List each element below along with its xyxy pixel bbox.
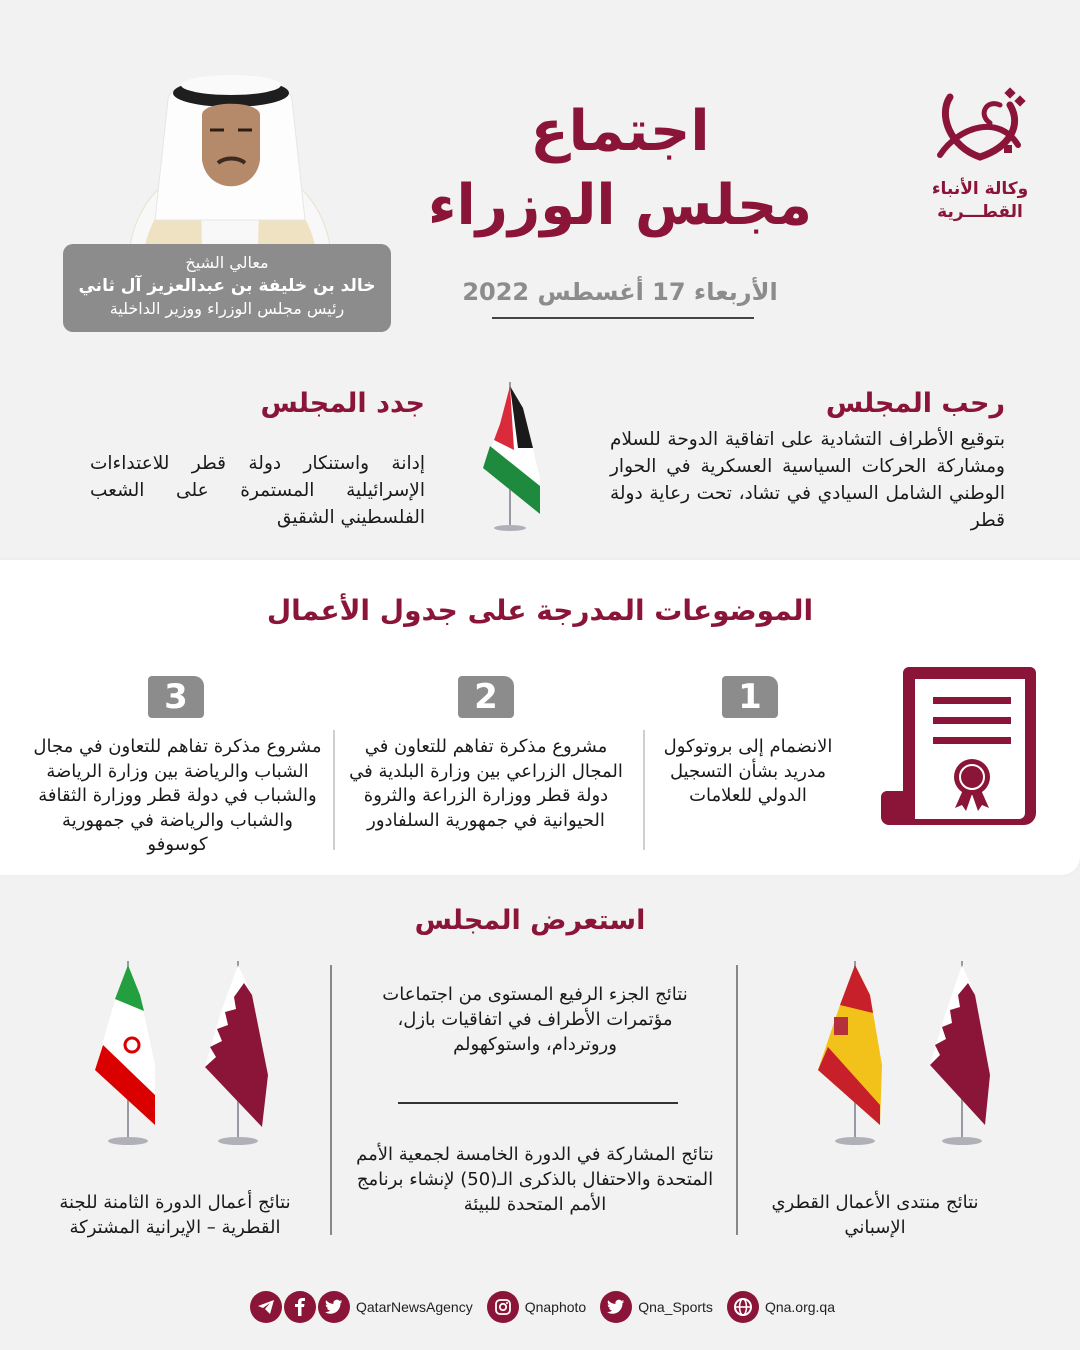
agenda-number-1: 1 [722,676,778,718]
review-divider-left [330,965,332,1235]
date-divider [492,317,754,319]
agenda-item-1: الانضمام إلى بروتوكول مدريد بشأن التسجيل الدولي للعلامات [663,736,833,806]
instagram-icon [487,1291,519,1323]
logo-text-line1: وكالة الأنباء [931,179,1029,199]
reviewed-heading: استعرض المجلس [414,905,646,936]
footer-website[interactable] [727,1291,835,1323]
qna-logo-icon [930,85,1030,177]
social-footer [250,1290,849,1324]
agenda-item-2: مشروع مذكرة تفاهم للتعاون في المجال الزراعي بين وزارة البلدية في دولة قطر ووزارة الزراعة والثروة الحيوانية في جمهورية السلفادور [349,736,623,831]
footer-label: QatarNewsAgency [356,1299,473,1315]
review-item-spain: نتائج منتدى الأعمال القطري الإسباني [771,1192,979,1238]
telegram-icon [250,1291,282,1323]
logo-text-line2: القطـــرية [937,202,1023,222]
palestine-flag [478,378,548,538]
agenda-divider [643,730,645,850]
caption-honorific: معالي الشيخ [185,253,269,272]
minister-caption [63,244,391,332]
footer-main-social[interactable] [250,1291,473,1323]
agenda-heading: الموضوعات المدرجة على جدول الأعمال [266,594,814,627]
renewed-heading: جدد المجلس [260,388,425,419]
review-item-unep: نتائج المشاركة في الدورة الخامسة لجمعية الأمم المتحدة والاحتفال بالذكرى الـ(50) لإنشاء برنامج الأمم المتحدة للبيئة [356,1144,714,1215]
review-item-conventions: نتائج الجزء الرفيع المستوى من اجتماعات مؤتمرات الأطراف في اتفاقيات بازل، وروتردام، واستوكهولم [382,984,688,1055]
agenda-number-3: 3 [148,676,204,718]
review-center-divider [398,1102,678,1104]
page-title [420,95,820,243]
agenda-number-2: 2 [458,676,514,718]
footer-label: Qna.org.qa [764,1299,835,1315]
facebook-icon [284,1291,316,1323]
caption-name: خالد بن خليفة بن عبدالعزيز آل ثاني [78,276,376,296]
footer-instagram[interactable] [487,1291,587,1323]
welcomed-heading: رحب المجلس [825,388,1005,419]
twitter-icon [318,1291,350,1323]
agenda-divider [333,730,335,850]
globe-icon [727,1291,759,1323]
agenda-item-3: مشروع مذكرة تفاهم للتعاون في مجال الشباب والرياضة بين وزارة الرياضة والشباب في دولة قطر ووزارة الثقافة والشباب والرياضة في جمهورية كوسوفو [33,736,322,855]
footer-sports-twitter[interactable] [600,1291,713,1323]
review-item-iran: نتائج أعمال الدورة الثامنة للجنة القطرية – الإيرانية المشتركة [59,1192,291,1238]
review-divider-right [736,965,738,1235]
title-line1: اجتماع [530,99,710,164]
minister-portrait [110,45,350,245]
meeting-date: الأربعاء 17 أغسطس 2022 [462,278,778,306]
twitter-icon [600,1291,632,1323]
footer-label: Qna_Sports [638,1299,713,1315]
qatar-spain-flags [800,955,1000,1150]
caption-position: رئيس مجلس الوزراء ووزير الداخلية [109,299,345,318]
footer-label: Qnaphoto [524,1299,587,1315]
qna-logo [905,85,1055,225]
renewed-text: إدانة واستنكار دولة قطر للاعتداءات الإسرائيلية المستمرة على الشعب الفلسطيني الشقيق [90,453,425,528]
welcomed-text: بتوقيع الأطراف التشادية على اتفاقية الدوحة للسلام ومشاركة الحركات السياسية العسكرية في الحوار الوطني الشامل السيادي في تشاد، تحت رعاية دولة قطر [610,429,1005,531]
certificate-document-icon [875,655,1045,835]
title-line2: مجلس الوزراء [427,173,813,238]
qatar-iran-flags [70,955,290,1150]
